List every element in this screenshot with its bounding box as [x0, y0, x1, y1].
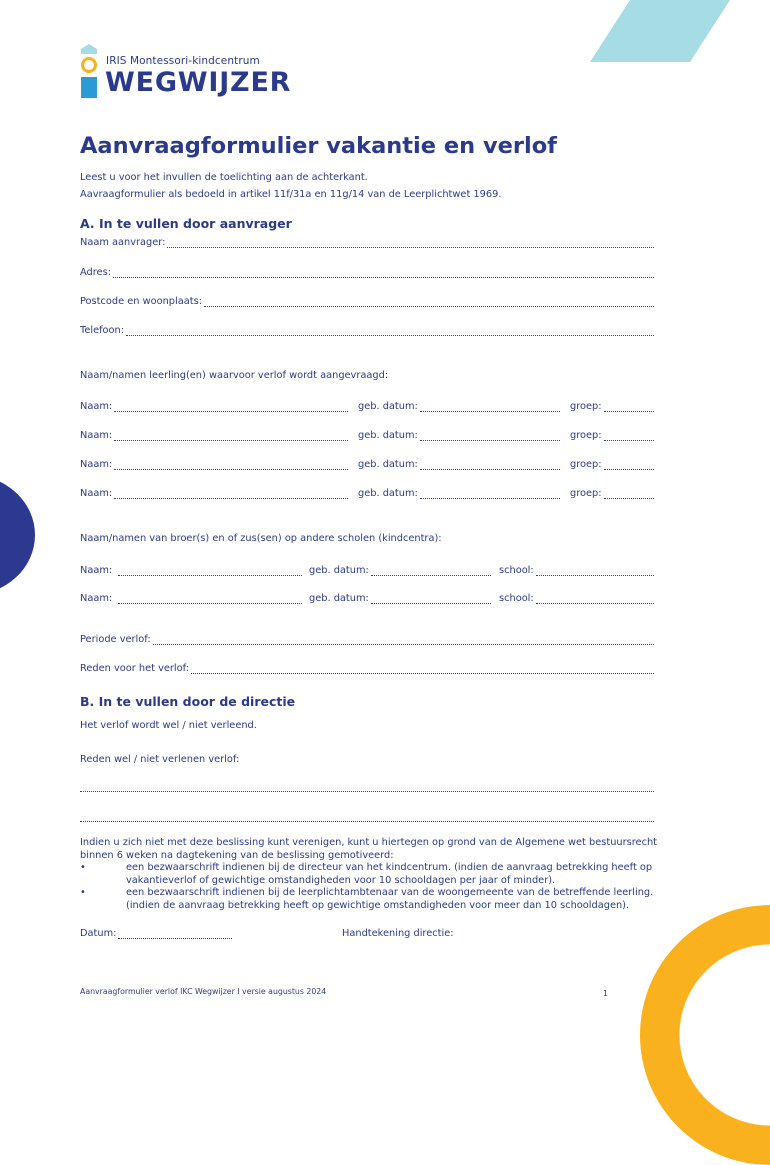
postcode-field[interactable] — [80, 293, 654, 307]
periode-field[interactable] — [80, 631, 654, 645]
sibling-naam-label: Naam: — [80, 565, 113, 576]
sibling-naam-label: Naam: — [80, 593, 113, 604]
verlof-decision: Het verlof wordt wel / niet verleend. — [80, 720, 257, 731]
sibling-row[interactable] — [80, 590, 654, 604]
sibling-school-label: school: — [499, 565, 534, 576]
datum-field[interactable] — [80, 928, 232, 939]
student-geb-label: geb. datum: — [358, 430, 418, 441]
objection-text — [80, 837, 690, 912]
page-title: Aanvraagformulier vakantie en verlof — [80, 133, 557, 159]
student-groep-label: groep: — [570, 459, 602, 470]
objection-bullet — [80, 887, 690, 912]
student-groep-label: groep: — [570, 401, 602, 412]
student-groep-label: groep: — [570, 430, 602, 441]
handtekening-label: Handtekening directie: — [342, 928, 454, 939]
adres-label: Adres: — [80, 267, 111, 278]
bullet-icon: • — [80, 862, 86, 873]
student-geb-label: geb. datum: — [358, 459, 418, 470]
decorative-teal-shape — [590, 0, 730, 62]
section-b-heading: B. In te vullen door de directie — [80, 694, 296, 709]
sibling-geb-label: geb. datum: — [309, 565, 369, 576]
adres-field[interactable] — [80, 264, 654, 278]
naam-aanvrager-label: Naam aanvrager: — [80, 237, 166, 248]
reden-label: Reden voor het verlof: — [80, 663, 190, 674]
decorative-yellow-arc — [640, 905, 770, 1165]
student-naam-label: Naam: — [80, 401, 113, 412]
students-intro: Naam/namen leerling(en) waarvoor verlof wordt aangevraagd: — [80, 370, 389, 381]
decision-line-1[interactable] — [80, 791, 654, 792]
telefoon-label: Telefoon: — [80, 325, 125, 336]
student-row[interactable] — [80, 485, 654, 499]
objection-bullet-2: een bezwaarschrift indienen bij de leerplichtambtenaar van de woongemeente van de betreffende leerling. (indien de aanvraag betrekking heeft op gewichtige omstandigheden voor meer dan 10 schooldagen). — [126, 887, 654, 911]
postcode-label: Postcode en woonplaats: — [80, 296, 202, 307]
bullet-icon: • — [80, 887, 86, 898]
sibling-school-label: school: — [499, 593, 534, 604]
logo-subtitle: IRIS Montessori-kindcentrum — [106, 55, 260, 67]
objection-intro-2: binnen 6 weken na dagtekening van de beslissing gemotiveerd: — [80, 849, 394, 861]
student-naam-label: Naam: — [80, 488, 113, 499]
intro-line-1: Leest u voor het invullen de toelichting aan de achterkant. — [80, 172, 368, 183]
section-a-heading: A. In te vullen door aanvrager — [80, 216, 292, 231]
logo-mark-icon — [80, 44, 98, 98]
sibling-row[interactable] — [80, 562, 654, 576]
objection-bullet-1: een bezwaarschrift indienen bij de directeur van het kindcentrum. (indien de aanvraag betrekking heeft op vakantieverlof of gewichtige omstandigheden voor 10 schooldagen per jaar of minder). — [126, 862, 653, 886]
student-geb-label: geb. datum: — [358, 488, 418, 499]
student-geb-label: geb. datum: — [358, 401, 418, 412]
decision-line-2[interactable] — [80, 821, 654, 822]
objection-intro-1: Indien u zich niet met deze beslissing kunt verenigen, kunt u hiertegen op grond van de Algemene wet bestuursrecht — [80, 837, 658, 848]
student-row[interactable] — [80, 427, 654, 441]
student-naam-label: Naam: — [80, 430, 113, 441]
datum-label: Datum: — [80, 928, 117, 939]
intro-line-2: Aavraagformulier als bedoeld in artikel 11f/31a en 11g/14 van de Leerplichtwet 1969. — [80, 189, 502, 200]
student-groep-label: groep: — [570, 488, 602, 499]
decorative-blue-arc — [0, 475, 35, 595]
page-number: 1 — [603, 989, 608, 998]
reden-decision-label: Reden wel / niet verlenen verlof: — [80, 754, 240, 765]
student-row[interactable] — [80, 398, 654, 412]
siblings-intro: Naam/namen van broer(s) en of zus(sen) op andere scholen (kindcentra): — [80, 533, 442, 544]
sibling-geb-label: geb. datum: — [309, 593, 369, 604]
periode-label: Periode verlof: — [80, 634, 151, 645]
school-logo — [80, 44, 320, 100]
student-row[interactable] — [80, 456, 654, 470]
signature-row — [80, 928, 654, 939]
logo-name: WEGWIJZER — [105, 67, 292, 98]
student-naam-label: Naam: — [80, 459, 113, 470]
reden-field[interactable] — [80, 660, 654, 674]
objection-bullet — [80, 862, 690, 887]
naam-aanvrager-field[interactable] — [80, 234, 654, 248]
telefoon-field[interactable] — [80, 322, 654, 336]
footer-text: Aanvraagformulier verlof IKC Wegwijzer I versie augustus 2024 — [80, 987, 327, 996]
